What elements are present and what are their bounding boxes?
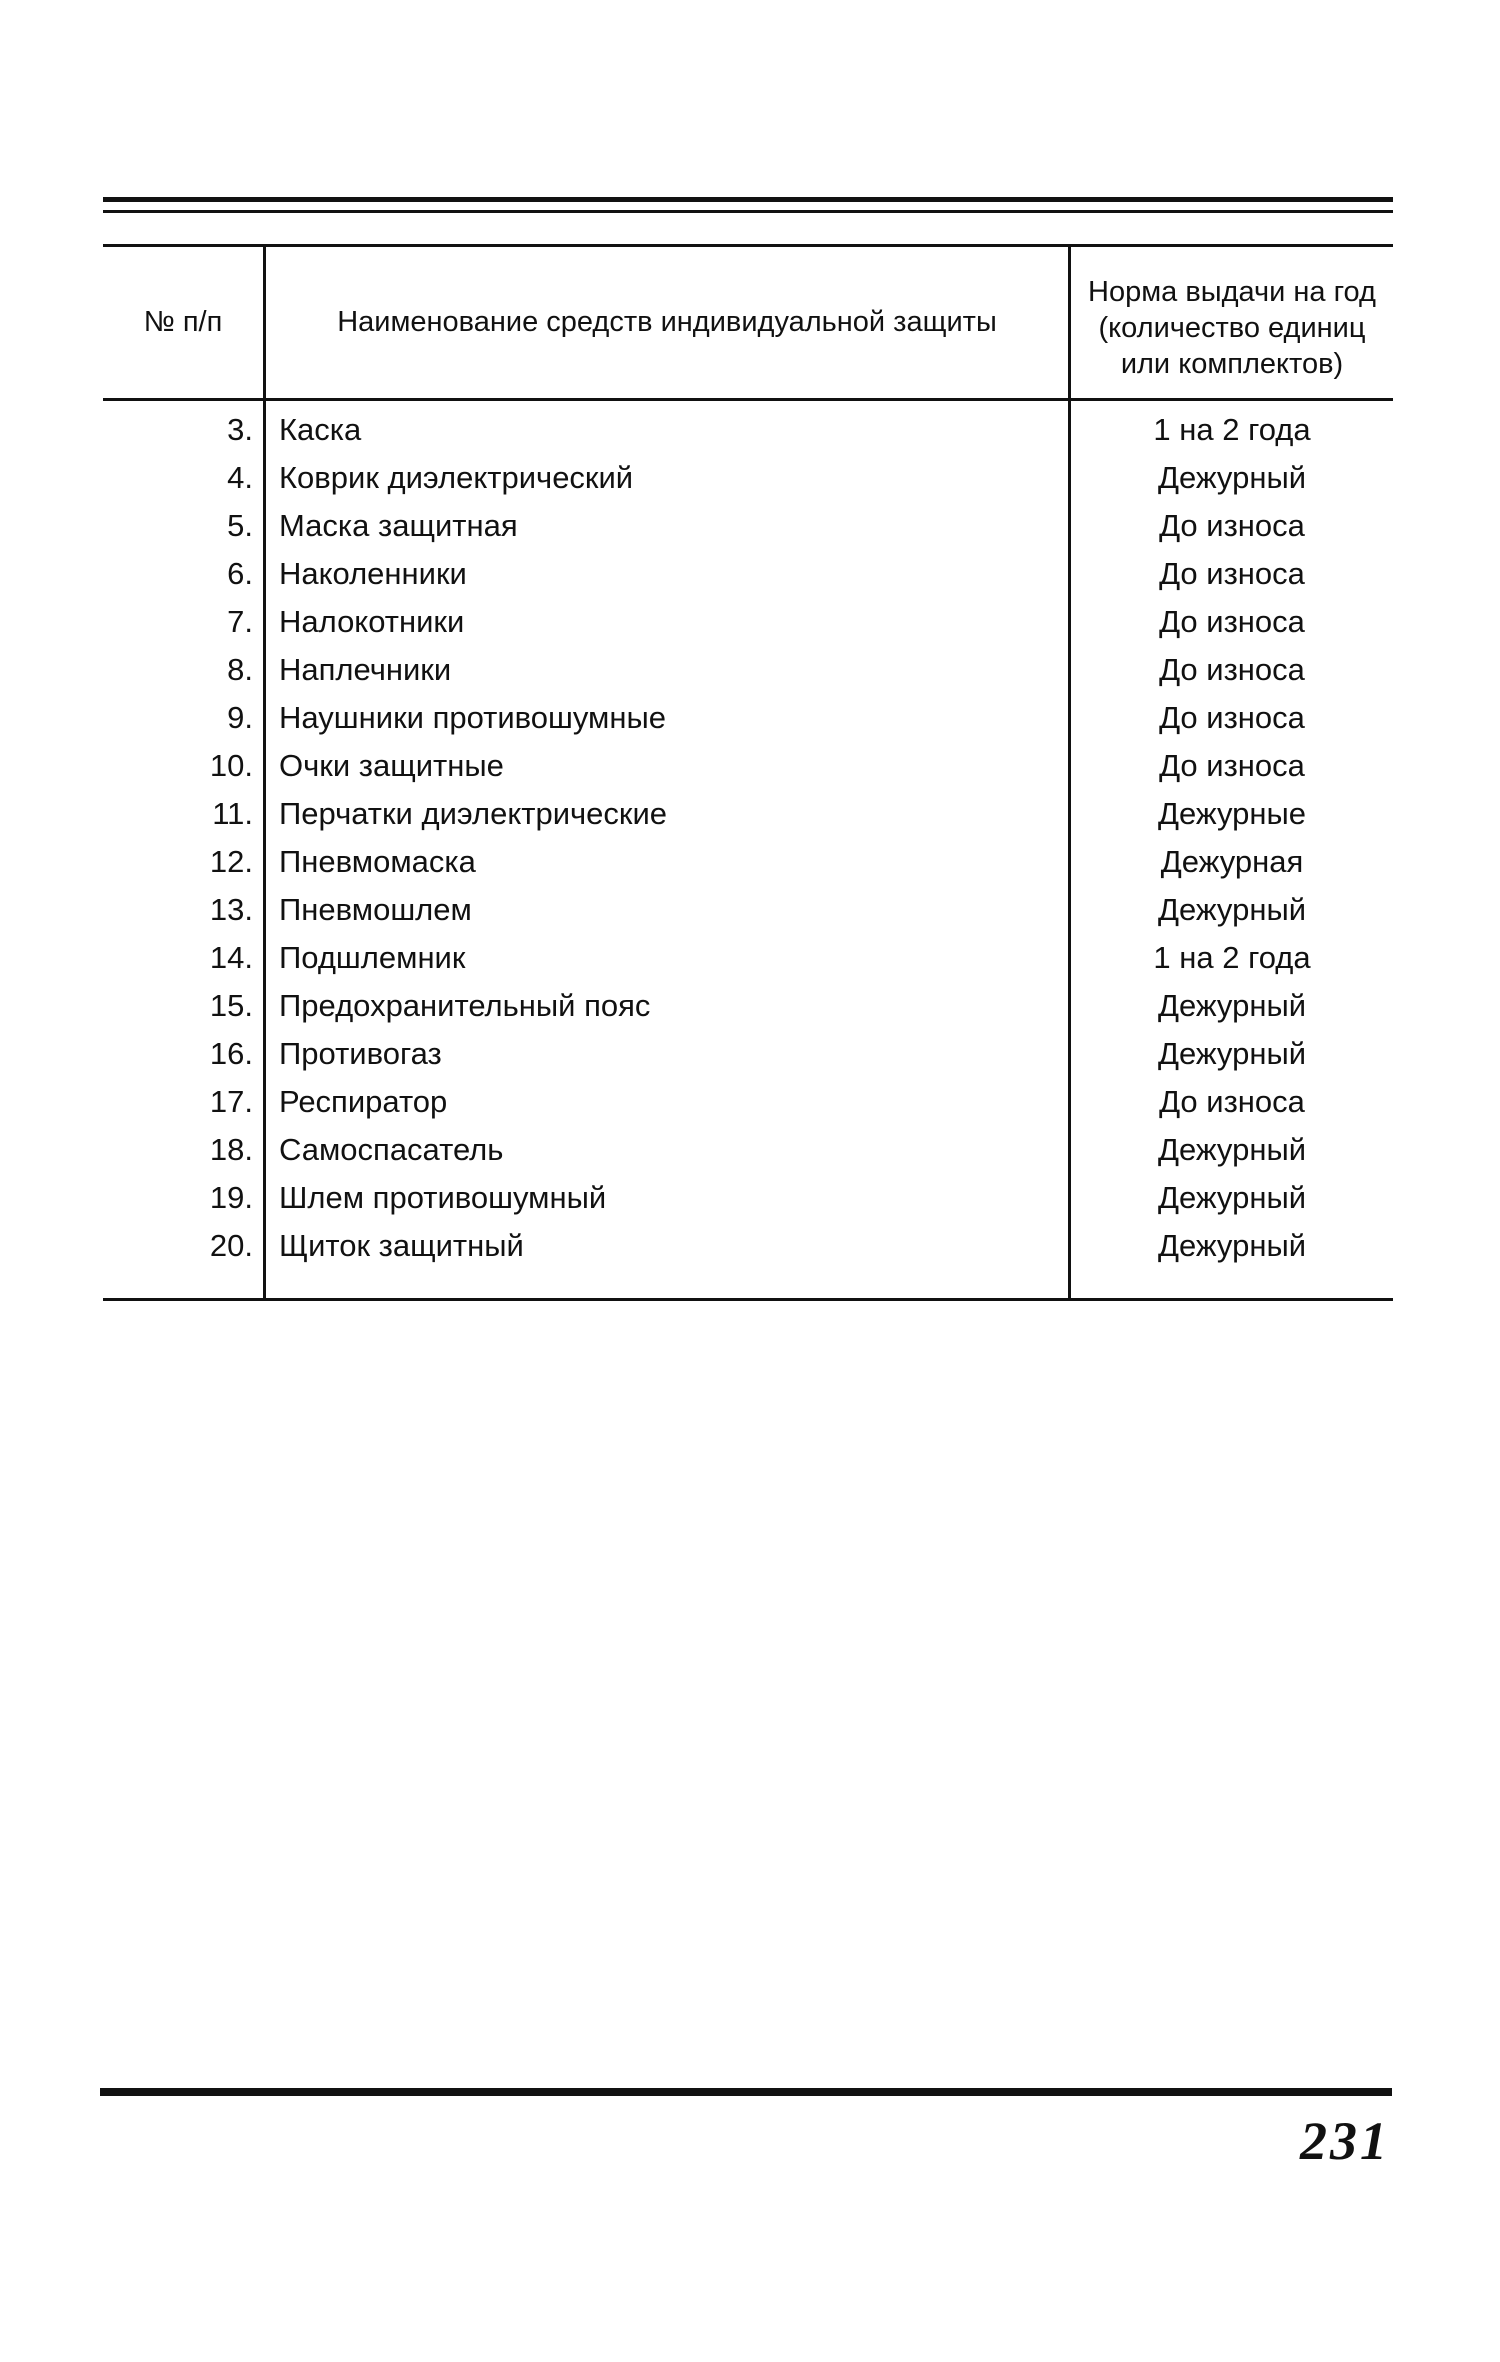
row-item-name: Шлем противошумный (279, 1180, 607, 1215)
ppe-norms-table (103, 246, 1393, 1301)
row-item-name: Наплечники (279, 652, 452, 687)
row-item-name: Наушники противошумные (279, 700, 667, 735)
table-row (103, 1078, 1393, 1126)
row-item-name: Противогаз (279, 1036, 442, 1071)
row-number: 14. (209, 940, 253, 975)
row-item-name: Щиток защитный (279, 1228, 524, 1263)
row-issue-norm: Дежурный (1157, 460, 1307, 495)
table-row (103, 502, 1393, 550)
row-number: 19. (209, 1180, 253, 1215)
table-row (103, 1126, 1393, 1174)
row-item-name: Респиратор (279, 1084, 448, 1119)
row-issue-norm: 1 на 2 года (1153, 412, 1311, 447)
row-number: 20. (209, 1228, 253, 1263)
row-number: 17. (209, 1084, 253, 1119)
table-body (103, 406, 1393, 1270)
top-rule-thin (103, 210, 1393, 213)
row-item-name: Подшлемник (279, 940, 466, 975)
table-row (103, 550, 1393, 598)
table-row (103, 1030, 1393, 1078)
table-row (103, 982, 1393, 1030)
row-issue-norm: До износа (1159, 700, 1305, 735)
table-row (103, 934, 1393, 982)
row-issue-norm: До износа (1159, 652, 1305, 687)
row-issue-norm: До износа (1159, 748, 1305, 783)
row-number: 3. (227, 412, 253, 447)
row-item-name: Предохранительный пояс (279, 988, 651, 1023)
row-number: 16. (209, 1036, 253, 1071)
row-number: 11. (212, 796, 253, 831)
row-item-name: Каска (279, 412, 362, 447)
row-item-name: Налокотники (279, 604, 465, 639)
row-number: 12. (209, 844, 253, 879)
row-issue-norm: До износа (1159, 604, 1305, 639)
row-issue-norm: Дежурный (1157, 1228, 1307, 1263)
table-row (103, 1222, 1393, 1270)
row-item-name: Самоспасатель (279, 1132, 504, 1167)
top-rule-thick (103, 197, 1393, 202)
row-item-name: Коврик диэлектрический (279, 460, 634, 495)
table-row (103, 694, 1393, 742)
table-row (103, 1174, 1393, 1222)
row-issue-norm: Дежурный (1157, 892, 1307, 927)
table-row (103, 742, 1393, 790)
row-issue-norm: До износа (1159, 1084, 1305, 1119)
row-item-name: Пневмошлем (279, 892, 472, 927)
footer-rule (100, 2088, 1392, 2096)
row-number: 7. (227, 604, 253, 639)
table-row (103, 838, 1393, 886)
header-norm: Норма выдачи на год (количество единиц или комплектов) (1088, 276, 1376, 380)
row-item-name: Перчатки диэлектрические (279, 796, 668, 831)
row-number: 18. (209, 1132, 253, 1167)
table-row (103, 406, 1393, 454)
table-row (103, 886, 1393, 934)
row-number: 10. (209, 748, 253, 783)
row-number: 6. (227, 556, 253, 591)
row-issue-norm: 1 на 2 года (1153, 940, 1311, 975)
row-issue-norm: Дежурные (1157, 796, 1306, 831)
row-number: 8. (227, 652, 253, 687)
row-number: 5. (227, 508, 253, 543)
header-name: Наименование средств индивидуальной защиты (337, 306, 997, 338)
table-bottom-rule (103, 1298, 1393, 1301)
row-number: 15. (209, 988, 253, 1023)
row-issue-norm: Дежурный (1157, 1132, 1307, 1167)
table-row (103, 790, 1393, 838)
row-item-name: Наколенники (279, 556, 467, 591)
table-row (103, 598, 1393, 646)
row-item-name: Очки защитные (279, 748, 504, 783)
row-issue-norm: Дежурная (1160, 844, 1304, 879)
page-number: 231 (1300, 2111, 1390, 2171)
row-issue-norm: До износа (1159, 556, 1305, 591)
row-issue-norm: Дежурный (1157, 988, 1307, 1023)
row-number: 9. (227, 700, 253, 735)
row-issue-norm: До износа (1159, 508, 1305, 543)
table-row (103, 646, 1393, 694)
row-number: 4. (227, 460, 253, 495)
table-row (103, 454, 1393, 502)
row-item-name: Маска защитная (279, 508, 518, 543)
row-number: 13. (209, 892, 253, 927)
row-issue-norm: Дежурный (1157, 1036, 1307, 1071)
row-issue-norm: Дежурный (1157, 1180, 1307, 1215)
header-number: № п/п (143, 306, 223, 338)
row-item-name: Пневмомаска (279, 844, 476, 879)
